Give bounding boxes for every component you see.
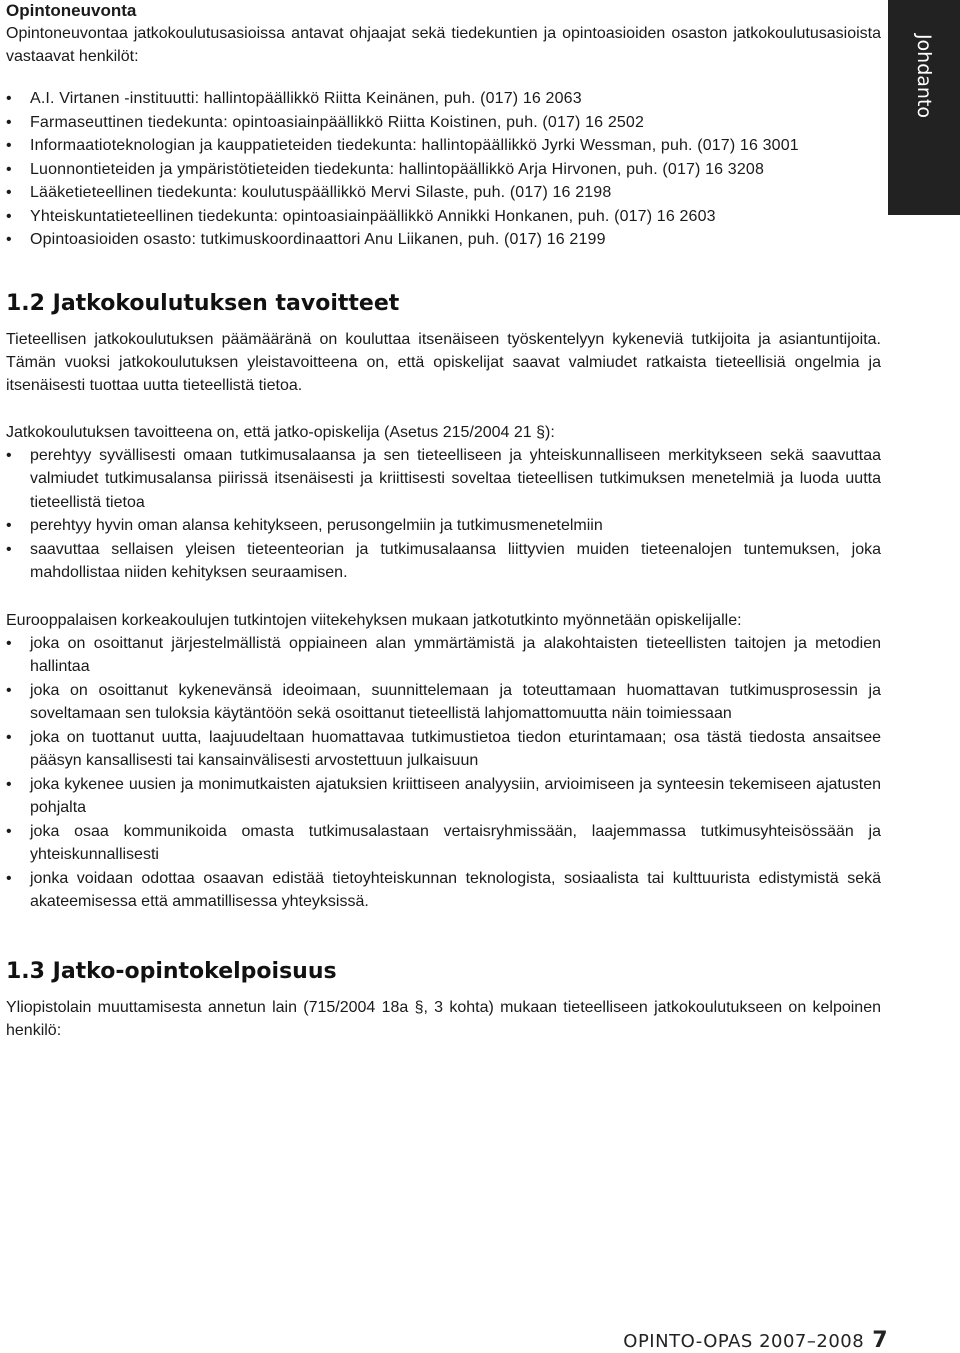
goals-list [6,444,881,585]
paragraph: Eurooppalaisen korkeakoulujen tutkintojen viitekehyksen mukaan jatkotutkinto myönnetään opiskelijalle: [6,611,742,629]
section-title: 1.3 Jatko-opintokelpoisuus [6,958,337,984]
guidance-intro: Opintoneuvontaa jatkokoulutusasioissa antavat ohjaajat sekä tiedekuntien ja opintoasioiden osaston jatkokoulutusasioista vastaavat henkilöt: [6,25,881,65]
contact-list [6,87,881,252]
list-item: • Yhteiskuntatieteellinen tiedekunta: opintoasiainpäällikkö Annikki Honkanen, puh. (017) 16 2603 [6,205,881,229]
list-item: • jonka voidaan odottaa osaavan edistää tietoyhteiskunnan teknologista, sosiaalista tai kulttuurista edistymistä sekä akateemisessa että ammatillisessa yhteyksissä. [6,867,881,914]
side-tab-label: Johdanto [913,33,935,119]
list-item: • Lääketieteellinen tiedekunta: koulutuspäällikkö Mervi Silaste, puh. (017) 16 2198 [6,181,881,205]
list-item: • Farmaseuttinen tiedekunta: opintoasiainpäällikkö Riitta Koistinen, puh. (017) 16 2502 [6,111,881,135]
list-item: • perehtyy hyvin oman alansa kehitykseen, perusongelmiin ja tutkimusmenetelmiin [6,514,881,538]
list-item: • Luonnontieteiden ja ympäristötieteiden tiedekunta: hallintopäällikkö Arja Hirvonen, puh. (017) 16 3208 [6,158,881,182]
side-tab [888,0,960,215]
list-item: • joka on osoittanut järjestelmällistä oppiaineen alan ymmärtämistä ja alakohtaisten tieteellisten taitojen ja metodien hallintaa [6,632,881,679]
list-item: • Opintoasioiden osasto: tutkimuskoordinaattori Anu Liikanen, puh. (017) 16 2199 [6,228,881,252]
list-item: • joka on tuottanut uutta, laajuudeltaan huomattavaa tutkimustietoa tiedon eturintamaan; osa tästä tiedosta ansaitsee pääsyn kansallisesti tai kansainvälisesti arvostettuun julkaisuun [6,726,881,773]
criteria-list [6,632,881,914]
list-item: • joka kykenee uusien ja monimutkaisten ajatuksien kriittiseen analyysiin, arvioimiseen ja synteesin tekemiseen ajatusten pohjalta [6,773,881,820]
section-title: 1.2 Jatkokoulutuksen tavoitteet [6,290,400,316]
paragraph: Yliopistolain muuttamisesta annetun lain (715/2004 18a §, 3 kohta) mukaan tieteelliseen jatkokoulutukseen on kelpoinen henkilö: [6,998,881,1039]
paragraph: Jatkokoulutuksen tavoitteena on, että jatko-opiskelija (Asetus 215/2004 21 §): [6,423,555,441]
list-item: • saavuttaa sellaisen yleisen tieteenteorian ja tutkimusalaansa liittyvien muiden tieteenalojen tuntemuksen, joka mahdollistaa niiden kehityksen seuraamisen. [6,538,881,585]
guidance-heading: Opintoneuvonta [6,1,137,20]
list-item: • A.I. Virtanen -instituutti: hallintopäällikkö Riitta Keinänen, puh. (017) 16 2063 [6,87,881,111]
footer-label: OPINTO-OPAS 2007–2008 [623,1331,865,1352]
page-number: 7 [872,1328,888,1353]
list-item: • joka on osoittanut kykenevänsä ideoimaan, suunnittelemaan ja toteuttamaan huomattavan tutkimusprosessin ja soveltamaan sen tuloksia käytäntöön sekä osoittanut tieteellistä lahjomattomuutta näin toimiessaan [6,679,881,726]
paragraph: Tieteellisen jatkokoulutuksen päämääränä on kouluttaa itsenäiseen työskentelyyn kykeneviä tutkijoita ja asiantuntijoita. Tämän vuoksi jatkokoulutuksen yleistavoitteena on, että opiskelijat saavat valmiudet ratkaista tieteellisiä ongelmia ja itsenäisesti tuottaa uutta tieteellistä tietoa. [6,330,881,394]
page-footer [623,1328,888,1353]
list-item: • perehtyy syvällisesti omaan tutkimusalaansa ja sen tieteelliseen ja yhteiskunnalliseen merkitykseen sekä saavuttaa valmiudet tutkimusalansa piirissä itsenäisesti ja kriittisesti soveltaa tieteellisen tutkimuksen menetelmiä ja luoda uutta tieteellistä tietoa [6,444,881,515]
list-item: • joka osaa kommunikoida omasta tutkimusalastaan vertaisryhmissään, laajemmassa tutkimusyhteisössään ja yhteiskunnallisesti [6,820,881,867]
list-item: • Informaatioteknologian ja kauppatieteiden tiedekunta: hallintopäällikkö Jyrki Wessman, puh. (017) 16 3001 [6,134,881,158]
